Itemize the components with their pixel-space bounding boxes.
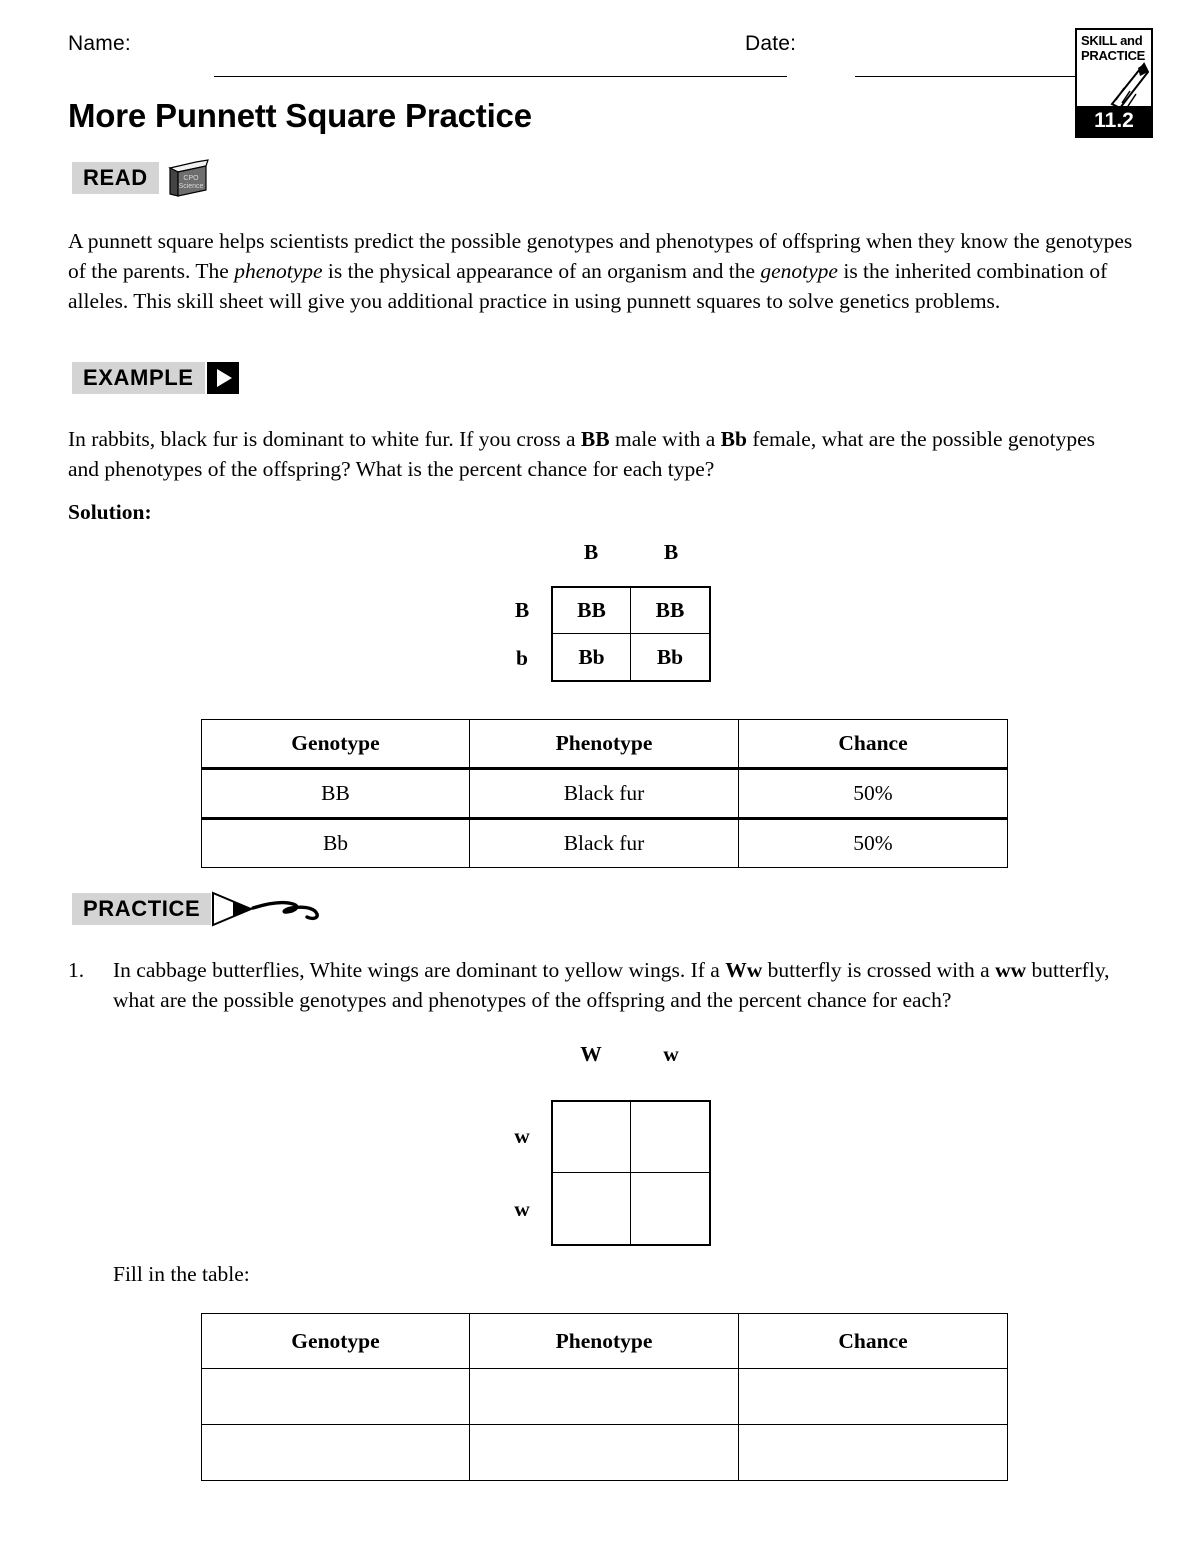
header-fields [68, 32, 1068, 92]
pencil-icon [1104, 60, 1150, 110]
punnett-practice-col-headers [551, 1042, 711, 1067]
punnett-cell: Bb [553, 634, 631, 680]
practice-item-number: 1. [68, 958, 85, 982]
svg-text:CPO: CPO [183, 175, 199, 182]
punnett-cell-blank[interactable] [553, 1102, 631, 1173]
intro-part-1: A punnett square helps scientists predict the possible genotypes and phenotypes of offspring when they know the genotypes of the parents. The [68, 229, 1133, 283]
punnett-practice-col-header: W [580, 1042, 602, 1066]
example-badge [72, 362, 239, 394]
practice-badge-label: PRACTICE [72, 893, 211, 925]
cell-chance: 50% [739, 769, 1008, 819]
fill-in-table-label: Fill in the table: [113, 1262, 250, 1286]
column-header-chance: Chance [739, 1314, 1008, 1369]
cell-phenotype-blank[interactable] [470, 1425, 739, 1481]
book-icon [162, 158, 212, 198]
page-title: More Punnett Square Practice [68, 97, 532, 134]
table-row [202, 769, 1008, 819]
punnett-practice-row-headers [500, 1100, 544, 1246]
intro-part-2: is the physical appearance of an organism and the [322, 259, 761, 283]
date-label: Date: [745, 32, 797, 55]
cell-phenotype: Black fur [470, 819, 739, 868]
read-paragraph [68, 226, 1136, 316]
punnett-example-col-header: B [583, 540, 599, 564]
punnett-cell-blank[interactable] [553, 1173, 631, 1244]
punnett-practice-row-header: w [514, 1197, 530, 1221]
example-q-bold-bb-lower: Bb [720, 427, 747, 451]
table-row [202, 1369, 1008, 1425]
practice-badge [72, 893, 351, 925]
punnett-example-col-header: B [663, 540, 679, 564]
practice-question-1 [68, 955, 1128, 1015]
svg-text:Science: Science [178, 183, 204, 190]
column-header-phenotype: Phenotype [470, 720, 739, 769]
cell-phenotype-blank[interactable] [470, 1369, 739, 1425]
cell-chance-blank[interactable] [739, 1425, 1008, 1481]
example-q-part-3: female, what are the possible genotypes and phenotypes of the offspring? What is the percent chance for each type? [68, 427, 1096, 481]
logo-section-number: 11.2 [1077, 106, 1151, 136]
cell-chance-blank[interactable] [739, 1369, 1008, 1425]
column-header-genotype: Genotype [202, 1314, 470, 1369]
practice-q-part-3: butterfly, what are the possible genotypes and phenotypes of the offspring and the percent chance for each? [113, 958, 1110, 1012]
punnett-practice-row-header: w [514, 1124, 530, 1148]
practice-q-bold-ww-lower: ww [995, 958, 1027, 982]
punnett-cell: BB [631, 588, 709, 634]
example-badge-label: EXAMPLE [72, 362, 205, 394]
example-results-table [201, 719, 1008, 868]
name-label: Name: [68, 32, 131, 55]
practice-q-part-2: butterfly is crossed with a [762, 958, 996, 982]
punnett-cell: BB [553, 588, 631, 634]
punnett-cell: Bb [656, 644, 684, 669]
punnett-square-example [500, 540, 760, 690]
practice-question-text [113, 955, 1128, 1015]
punnett-cell-blank[interactable] [631, 1173, 709, 1244]
punnett-square-practice [500, 1042, 760, 1248]
practice-results-table [201, 1313, 1008, 1481]
column-header-genotype: Genotype [202, 720, 470, 769]
practice-q-bold-ww: Ww [725, 958, 763, 982]
read-badge-label: READ [72, 162, 159, 194]
example-question [68, 424, 1118, 484]
example-q-part-1: In rabbits, black fur is dominant to white fur. If you cross a [68, 427, 581, 451]
table-header-row [202, 720, 1008, 769]
column-header-chance: Chance [739, 720, 1008, 769]
punnett-example-col-headers [551, 540, 711, 565]
punnett-practice-grid [551, 1100, 711, 1246]
example-q-part-2: male with a [609, 427, 721, 451]
logo-line-2: PRACTICE [1081, 48, 1146, 63]
practice-q-part-1: In cabbage butterflies, White wings are dominant to yellow wings. If a [113, 958, 726, 982]
solution-label: Solution: [68, 500, 152, 524]
table-header-row [202, 1314, 1008, 1369]
logo-line-1: SKILL and [1081, 33, 1143, 48]
punnett-example-grid [551, 586, 711, 682]
punnett-example-row-header: B [514, 597, 530, 622]
cell-genotype: BB [202, 769, 470, 819]
logo-upper [1077, 30, 1151, 110]
pencil-arrow-icon [211, 891, 351, 927]
intro-italic-phenotype: phenotype [234, 259, 323, 283]
skill-practice-logo [1075, 28, 1153, 138]
cell-genotype-blank[interactable] [202, 1425, 470, 1481]
punnett-practice-col-header: w [663, 1042, 679, 1066]
name-write-line[interactable] [214, 76, 787, 77]
logo-text [1081, 33, 1145, 63]
punnett-example-row-header: b [516, 645, 528, 670]
example-q-bold-bb: BB [580, 427, 610, 451]
table-row [202, 1425, 1008, 1481]
punnett-example-row-headers [500, 586, 544, 682]
intro-italic-genotype: genotype [760, 259, 838, 283]
table-row [202, 819, 1008, 868]
cell-phenotype: Black fur [470, 769, 739, 819]
column-header-phenotype: Phenotype [470, 1314, 739, 1369]
punnett-cell-blank[interactable] [631, 1102, 709, 1173]
play-triangle-icon [207, 362, 239, 394]
cell-genotype-blank[interactable] [202, 1369, 470, 1425]
intro-part-3: is the inherited combination of alleles. This skill sheet will give you additional practice in using punnett squares to solve genetics problems. [68, 259, 1108, 313]
read-badge [72, 162, 212, 194]
cell-chance: 50% [739, 819, 1008, 868]
cell-genotype: Bb [202, 819, 470, 868]
